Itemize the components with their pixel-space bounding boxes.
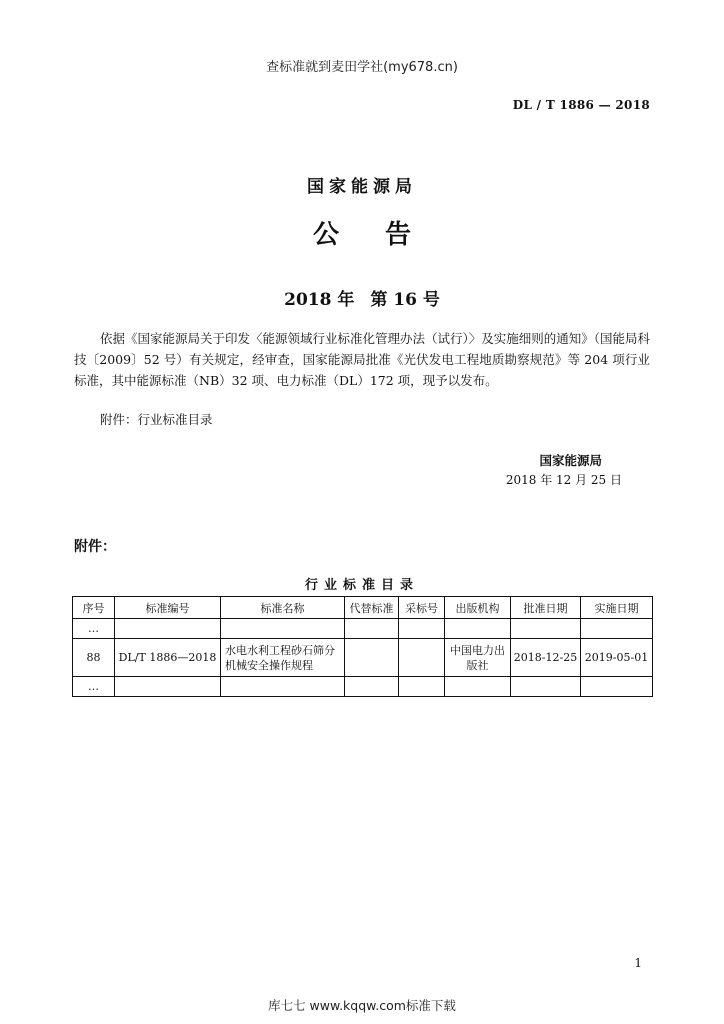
standard-code: DL / T 1886 — 2018 [512,98,650,112]
header-cell: 批准日期 [511,597,581,619]
watermark-bottom: 库七七 www.kqqw.com标准下载 [268,998,456,1013]
issue-number [0,285,724,310]
issue-year: 2018 年 [284,290,355,310]
header-cell: 序号 [73,597,115,619]
attachment-heading: 附件： [74,539,116,555]
table-row-ellipsis-top [73,619,653,639]
watermark-top: 查标准就到麦田学社(my678.cn) [266,60,458,75]
attachment-line: 附件：行业标准目录 [100,412,213,427]
standards-table [72,596,653,697]
ellipsis-cell: … [73,619,115,639]
header-cell: 标准名称 [221,597,345,619]
table-header-row [73,597,653,619]
signature-org: 国家能源局 [539,453,602,468]
header-cell: 采标号 [399,597,445,619]
publisher-cell: 中国电力出版社 [445,639,511,677]
header-cell: 标准编号 [115,597,221,619]
ellipsis-cell: … [73,677,115,697]
approved-date-cell: 2018-12-25 [511,639,581,677]
table-title: 行业标准目录 [304,578,419,593]
issuer-title: 国家能源局 [307,177,417,197]
signature-date: 2018 年 12 月 25 日 [505,473,622,487]
row-number-cell: 88 [73,639,115,677]
adopted-cell [399,639,445,677]
effective-date-cell: 2019-05-01 [581,639,653,677]
table-row-ellipsis-bottom [73,677,653,697]
notice-body: 依据《国家能源局关于印发〈能源领域行业标准化管理办法（试行）〉及实施细则的通知》（国能局科技〔2009〕52 号）有关规定，经审查，国家能源局批准《光伏发电工程地质勘察规范》等 204 项行业标准，其中能源标准（NB）32 项、电力标准（DL）172 项，现予以发布。 [74,331,651,388]
header-cell: 实施日期 [581,597,653,619]
notice-title: 公告 [312,220,457,250]
issue-seq: 第 16 号 [370,290,440,310]
standard-name-cell: 水电水利工程砂石筛分机械安全操作规程 [221,639,345,677]
header-cell: 代替标准 [345,597,399,619]
table-row [73,639,653,677]
standard-code-cell: DL/T 1886—2018 [115,639,221,677]
header-cell: 出版机构 [445,597,511,619]
replaces-cell [345,639,399,677]
page-number: 1 [634,956,642,970]
